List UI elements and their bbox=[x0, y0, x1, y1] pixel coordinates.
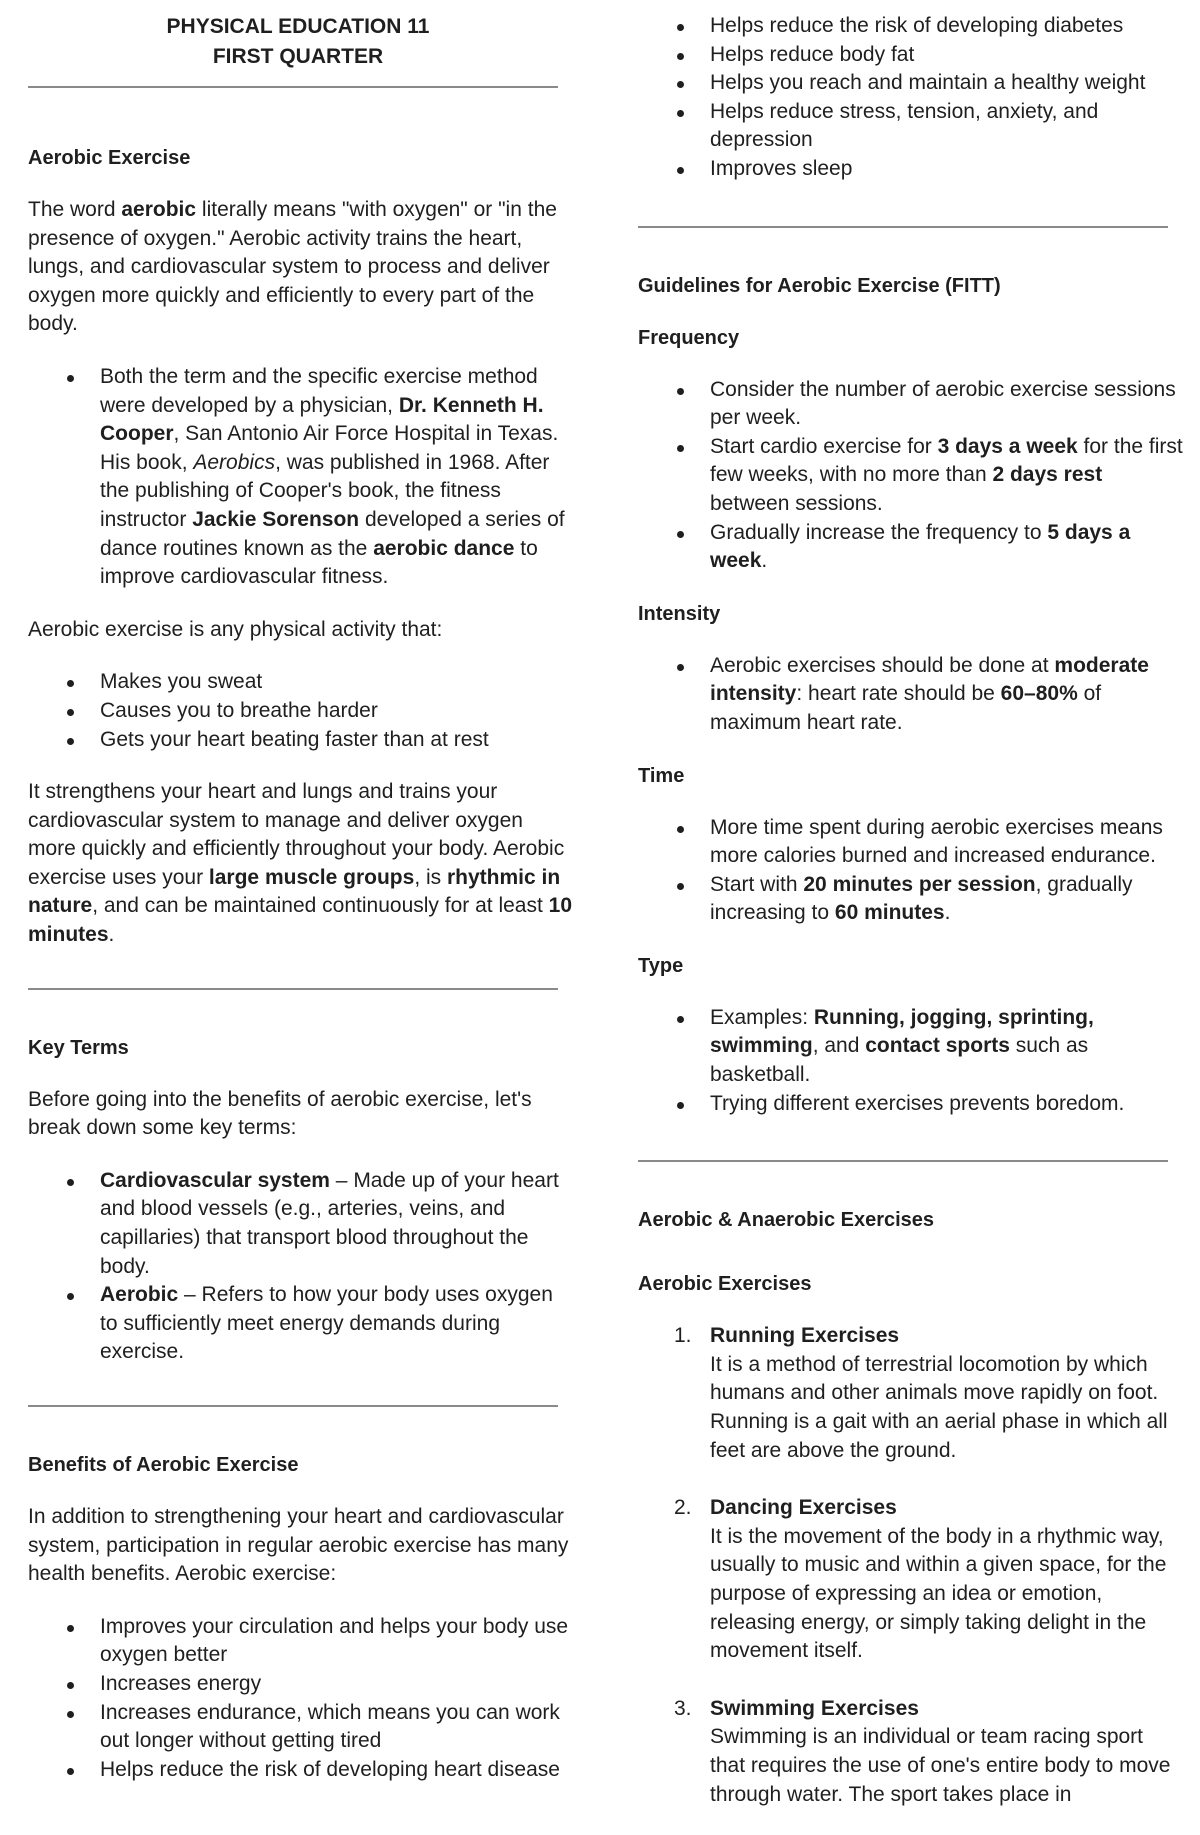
frequency-list bbox=[638, 376, 1183, 576]
list-item: Improves sleep bbox=[638, 155, 1183, 184]
divider bbox=[28, 1405, 558, 1407]
subsection-title-intensity: Intensity bbox=[638, 602, 721, 625]
list-item: Both the term and the specific exercise method were developed by a physician, Dr. Kenneth H. Cooper, San Antonio Air Force Hospital in Texas. His book, Aerobics, was published in 1968. After the publishing of Cooper's book, the fitness instructor Jackie Sorenson developed a series of dance routines known as the aerobic dance to improve cardiovascular fitness. bbox=[28, 363, 573, 592]
list-item: Aerobic – Refers to how your body uses oxygen to sufficiently meet energy demands during exercise. bbox=[28, 1281, 573, 1367]
aerobic-intro-paragraph: The word aerobic literally means "with oxygen" or "in the presence of oxygen." Aerobic activity trains the heart, lungs, and cardiovascular system to process and deliver oxygen more quickly and efficiently to every part of the body. bbox=[28, 198, 557, 336]
header-quarter: FIRST QUARTER bbox=[212, 45, 384, 68]
divider bbox=[638, 226, 1168, 228]
document-header bbox=[28, 12, 568, 72]
list-item: Helps reduce the risk of developing diabetes bbox=[638, 12, 1183, 41]
list-item: Examples: Running, jogging, sprinting, swimming, and contact sports such as basketball. bbox=[638, 1004, 1183, 1090]
list-item: Improves your circulation and helps your body use oxygen better bbox=[28, 1613, 573, 1670]
list-item: Helps reduce the risk of developing heart disease bbox=[28, 1756, 573, 1785]
left-column bbox=[28, 0, 573, 1784]
list-item: Helps you reach and maintain a healthy weight bbox=[638, 69, 1183, 98]
subsection-title-type: Type bbox=[638, 954, 684, 977]
type-list bbox=[638, 1004, 1183, 1118]
key-terms-list bbox=[28, 1167, 573, 1367]
divider bbox=[28, 86, 558, 88]
list-item: Helps reduce body fat bbox=[638, 41, 1183, 70]
right-column bbox=[638, 0, 1183, 1809]
list-item: Gradually increase the frequency to 5 days a week. bbox=[638, 519, 1183, 576]
list-item: Makes you sweat bbox=[28, 668, 573, 697]
list-item: Increases endurance, which means you can work out longer without getting tired bbox=[28, 1699, 573, 1756]
list-item: Causes you to breathe harder bbox=[28, 697, 573, 726]
list-item: More time spent during aerobic exercises means more calories burned and increased endurance. bbox=[638, 814, 1183, 871]
section-title-aerobic-anaerobic: Aerobic & Anaerobic Exercises bbox=[638, 1209, 935, 1232]
subsection-title-frequency: Frequency bbox=[638, 326, 740, 349]
benefits-list-continued bbox=[638, 12, 1183, 184]
benefits-list bbox=[28, 1613, 573, 1785]
header-course: PHYSICAL EDUCATION 11 bbox=[166, 15, 430, 38]
section-title-benefits: Benefits of Aerobic Exercise bbox=[28, 1454, 299, 1476]
list-item: 3. Swimming Exercises Swimming is an individual or team racing sport that requires the use of one's entire body to move through water. The sport takes place in bbox=[674, 1696, 1171, 1806]
list-item: Gets your heart beating faster than at rest bbox=[28, 726, 573, 755]
section-title-fitt: Guidelines for Aerobic Exercise (FITT) bbox=[638, 274, 1001, 297]
subsection-title-time: Time bbox=[638, 764, 685, 787]
list-item: 2. Dancing Exercises It is the movement of the body in a rhythmic way, usually to music and within a given space, for the purpose of expressing an idea or emotion, releasing energy, or simply taking delight in the movement itself. bbox=[674, 1496, 1167, 1663]
key-terms-intro: Before going into the benefits of aerobic exercise, let's break down some key terms: bbox=[28, 1087, 532, 1140]
activity-list bbox=[28, 668, 573, 754]
list-item: Trying different exercises prevents boredom. bbox=[638, 1090, 1183, 1119]
section-title-key-terms: Key Terms bbox=[28, 1036, 129, 1059]
intensity-list bbox=[638, 652, 1183, 738]
list-item: Aerobic exercises should be done at moderate intensity: heart rate should be 60–80% of maximum heart rate. bbox=[638, 652, 1183, 738]
list-item: Consider the number of aerobic exercise sessions per week. bbox=[638, 376, 1183, 433]
aerobic-history-list bbox=[28, 363, 573, 592]
list-item: Start with 20 minutes per session, gradually increasing to 60 minutes. bbox=[638, 871, 1183, 928]
list-item: Increases energy bbox=[28, 1670, 573, 1699]
list-item: Helps reduce stress, tension, anxiety, and depression bbox=[638, 98, 1183, 155]
list-item: Cardiovascular system – Made up of your heart and blood vessels (e.g., arteries, veins, and capillaries) that transport blood throughout the body. bbox=[28, 1167, 573, 1281]
aerobic-exercises-list bbox=[638, 1322, 1183, 1809]
subsection-title-aerobic-exercises: Aerobic Exercises bbox=[638, 1273, 812, 1296]
aerobic-definition-lead: Aerobic exercise is any physical activity that: bbox=[28, 617, 443, 641]
divider bbox=[638, 1160, 1168, 1162]
divider bbox=[28, 988, 558, 990]
benefits-intro: In addition to strengthening your heart and cardiovascular system, participation in regular aerobic exercise has many health benefits. Aerobic exercise: bbox=[28, 1505, 569, 1586]
list-item: Start cardio exercise for 3 days a week for the first few weeks, with no more than 2 days rest between sessions. bbox=[638, 433, 1183, 519]
aerobic-strengthens-paragraph: It strengthens your heart and lungs and trains your cardiovascular system to manage and deliver oxygen more quickly and efficiently throughout your body. Aerobic exercise uses your large muscle groups, is rhythmic in nature, and can be maintained continuously for at least 10 minutes. bbox=[28, 780, 572, 947]
time-list bbox=[638, 814, 1183, 928]
section-title-aerobic-exercise: Aerobic Exercise bbox=[28, 147, 191, 169]
list-item: 1. Running Exercises It is a method of terrestrial locomotion by which humans and other animals move rapidly on foot. Running is a gait with an aerial phase in which all feet are above the ground. bbox=[674, 1324, 1168, 1462]
